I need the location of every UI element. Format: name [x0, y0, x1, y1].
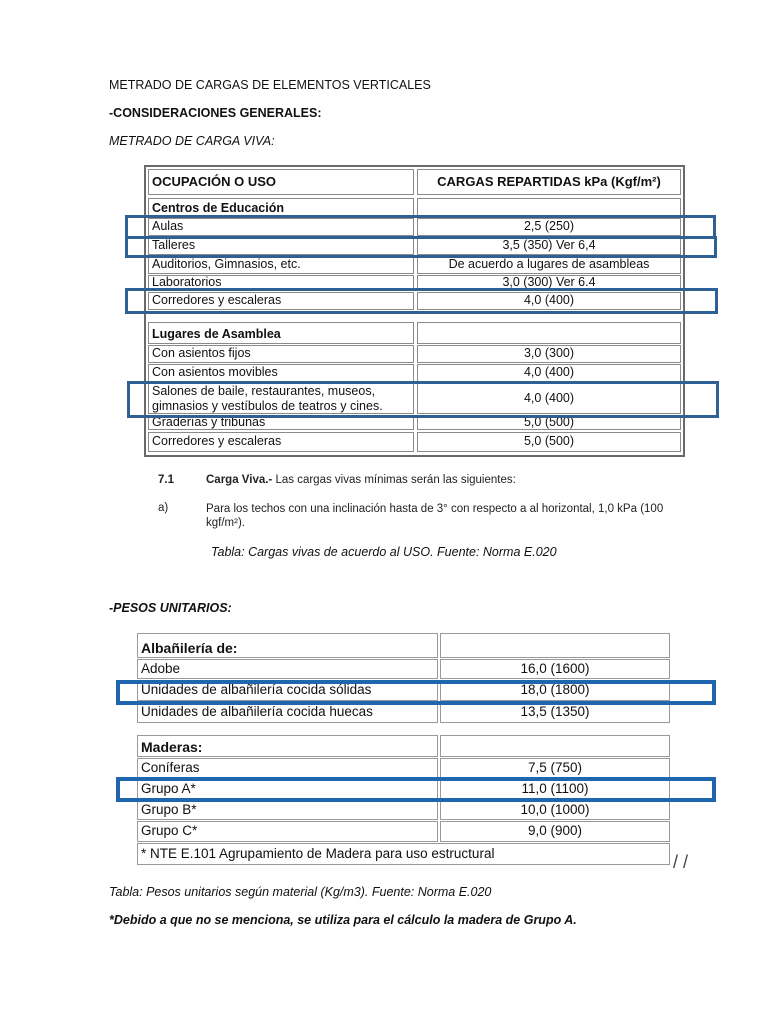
highlight-box-solid-masonry	[116, 680, 716, 705]
stray-slash-marks: / /	[673, 852, 689, 872]
table-row-use: Salones de baile, restaurantes, museos, gimnasios y vestíbulos de teatros y cines.	[148, 383, 414, 414]
table-row-weight: 16,0 (1600)	[440, 659, 670, 679]
subsection-live-load: METRADO DE CARGA VIVA:	[109, 134, 275, 148]
clause-text: Las cargas vivas mínimas serán las siguientes:	[275, 474, 516, 486]
table-row-use: Con asientos fijos	[148, 345, 414, 363]
table-row-weight: 13,5 (1350)	[440, 702, 670, 723]
clause-number: 7.1	[158, 474, 174, 486]
table-row-load: De acuerdo a lugares de asambleas	[417, 256, 681, 274]
conclusion-note: *Debido a que no se menciona, se utiliza para el cálculo la madera de Grupo A.	[109, 913, 577, 927]
table-row-weight: 9,0 (900)	[440, 821, 670, 842]
table-row-use: Talleres	[148, 237, 414, 255]
group-assembly-title: Lugares de Asamblea	[148, 322, 414, 344]
table-cell-empty	[440, 735, 670, 757]
highlight-box-halls	[127, 381, 719, 418]
table-row-load: 2,5 (250)	[417, 218, 681, 236]
table-cell-empty	[417, 322, 681, 344]
table-row-use: Graderías y tribunas	[148, 415, 414, 430]
table-row-material: Grupo C*	[137, 821, 438, 842]
table-row-use: Corredores y escaleras	[148, 432, 414, 452]
table-row-weight: 18,0 (1800)	[440, 680, 670, 701]
highlight-box-corridors	[125, 288, 718, 314]
group-education-title: Centros de Educación	[148, 198, 414, 218]
caption-live-load-table: Tabla: Cargas vivas de acuerdo al USO. Fuente: Norma E.020	[211, 545, 557, 559]
group-wood-title: Maderas:	[137, 735, 438, 757]
table-row-use: Laboratorios	[148, 275, 414, 291]
table-row-material: Grupo B*	[137, 800, 438, 820]
section-unit-weights: -PESOS UNITARIOS:	[109, 601, 232, 615]
document-heading: METRADO DE CARGAS DE ELEMENTOS VERTICALES	[109, 78, 431, 92]
group-masonry-title: Albañilería de:	[137, 633, 438, 658]
table-cell-empty	[440, 633, 670, 658]
header-distributed-loads: CARGAS REPARTIDAS kPa (Kgf/m²)	[417, 169, 681, 195]
caption-unit-weight-table: Tabla: Pesos unitarios según material (Kg/m3). Fuente: Norma E.020	[109, 885, 492, 899]
table-row-material: Adobe	[137, 659, 438, 679]
table-row-use: Con asientos movibles	[148, 364, 414, 382]
table-row-material: Coníferas	[137, 758, 438, 778]
table-row-weight: 11,0 (1100)	[440, 779, 670, 799]
table-row-material: Unidades de albañilería cocida huecas	[137, 702, 438, 723]
table-row-load: 3,5 (350) Ver 6,4	[417, 237, 681, 255]
table-row-load: 5,0 (500)	[417, 415, 681, 430]
clause-title: Carga Viva.-	[206, 474, 273, 486]
table-row-load: 4,0 (400)	[417, 364, 681, 382]
highlight-box-group-a	[116, 777, 716, 802]
table-row-load: 4,0 (400)	[417, 292, 681, 310]
table-row-weight: 7,5 (750)	[440, 758, 670, 778]
table-row-material: Grupo A*	[137, 779, 438, 799]
table-row-material: Unidades de albañilería cocida sólidas	[137, 680, 438, 701]
header-occupancy: OCUPACIÓN O USO	[148, 169, 414, 195]
item-letter: a)	[158, 502, 169, 514]
section-considerations: -CONSIDERACIONES GENERALES:	[109, 106, 322, 120]
highlight-box-talleres	[125, 236, 717, 258]
table-row-weight: 10,0 (1000)	[440, 800, 670, 820]
table-row-use: Aulas	[148, 218, 414, 236]
table-row-load: 4,0 (400)	[417, 383, 681, 414]
clause-line	[206, 474, 516, 486]
table-row-use: Corredores y escaleras	[148, 292, 414, 310]
table-row-load: 5,0 (500)	[417, 432, 681, 452]
table-row-load: 3,0 (300)	[417, 345, 681, 363]
table-row-use: Auditorios, Gimnasios, etc.	[148, 256, 414, 274]
item-text: Para los techos con una inclinación hasta de 3° con respecto a al horizontal, 1,0 kPa (100 kgf/m²).	[206, 503, 664, 530]
table-row-load: 3,0 (300) Ver 6.4	[417, 275, 681, 291]
table-footnote: * NTE E.101 Agrupamiento de Madera para uso estructural	[137, 843, 670, 865]
